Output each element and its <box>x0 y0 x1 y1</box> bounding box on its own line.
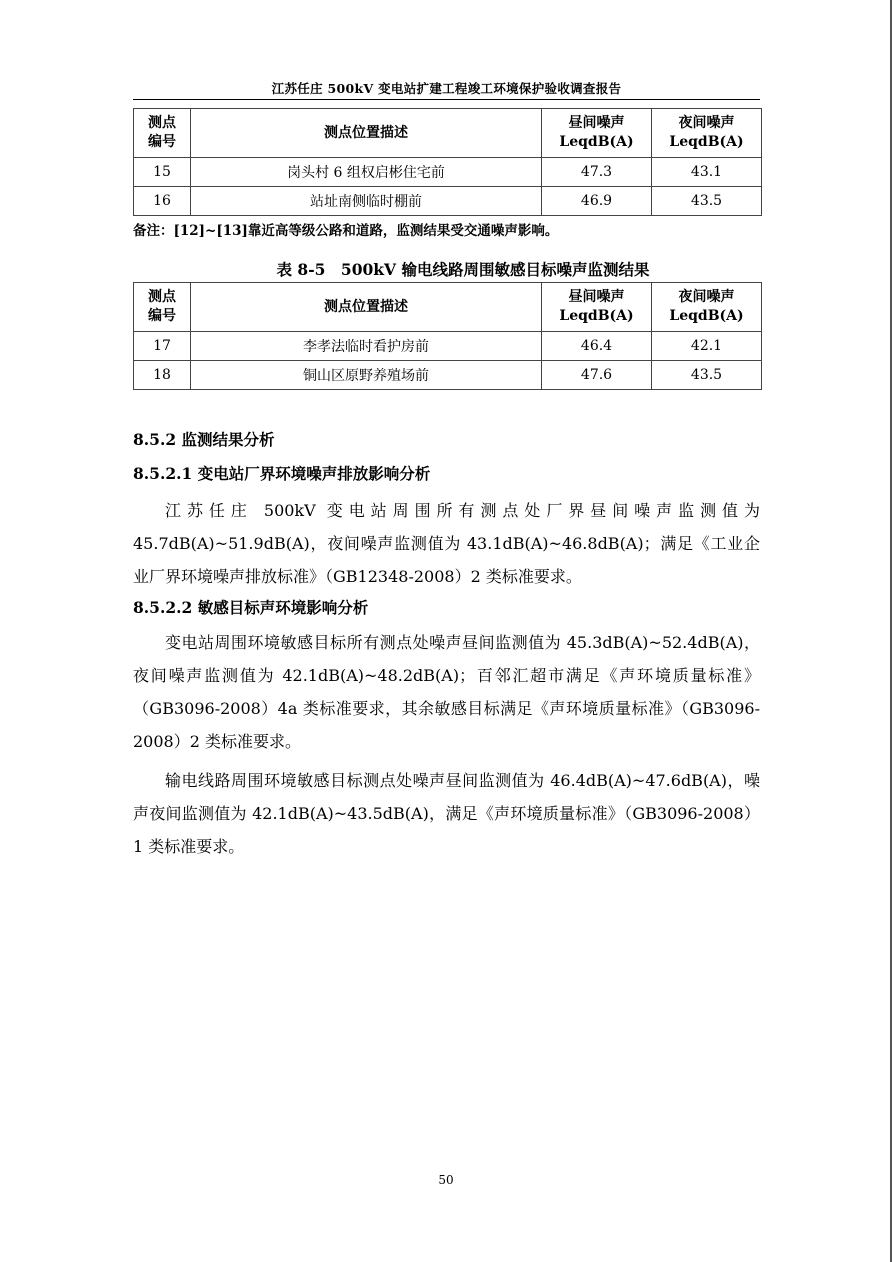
cell-day: 47.6 <box>542 361 652 390</box>
cell-location: 岗头村 6 组权启彬住宅前 <box>191 158 542 187</box>
cell-location: 铜山区原野养殖场前 <box>191 361 542 390</box>
paragraph-line-sensitive-targets: 输电线路周围环境敏感目标测点处噪声昼间监测值为 46.4dB(A)~47.6dB(A)，噪声夜间监测值为 42.1dB(A)~43.5dB(A)，满足《声环境质量标准》（GB3096-2008）1 类标准要求。 <box>133 771 760 856</box>
cell-night: 43.5 <box>652 361 762 390</box>
page-number: 50 <box>438 1173 454 1187</box>
header-day-noise: 昼间噪声 LeqdB(A) <box>542 283 652 332</box>
header-location: 测点位置描述 <box>191 109 542 158</box>
running-header: 江苏任庄 500kV 变电站扩建工程竣工环境保护验收调查报告 <box>271 81 622 96</box>
header-rule <box>133 99 760 100</box>
table-line-sensitive-points <box>133 282 762 390</box>
table-row <box>134 361 762 390</box>
cell-night: 42.1 <box>652 332 762 361</box>
cell-night: 43.1 <box>652 158 762 187</box>
table-header-row <box>134 283 762 332</box>
table-header-row <box>134 109 762 158</box>
table-row <box>134 187 762 216</box>
section-heading-8-5-2-2: 8.5.2.2 敏感目标声环境影响分析 <box>133 598 369 617</box>
cell-location: 李孝法临时看护房前 <box>191 332 542 361</box>
header-night-noise: 夜间噪声 LeqdB(A) <box>652 283 762 332</box>
paragraph-substation-sensitive-targets: 变电站周围环境敏感目标所有测点处噪声昼间监测值为 45.3dB(A)~52.4dB(A)，夜间噪声监测值为 42.1dB(A)~48.2dB(A)；百邻汇超市满足《声环境质量标准》（GB3096-2008）4a 类标准要求，其余敏感目标满足《声环境质量标准》（GB3096-2008）2 类标准要求。 <box>133 633 760 751</box>
section-heading-8-5-2: 8.5.2 监测结果分析 <box>133 430 275 449</box>
cell-location: 站址南侧临时棚前 <box>191 187 542 216</box>
table-note: 备注：[12]~[13]靠近高等级公路和道路，监测结果受交通噪声影响。 <box>133 223 559 239</box>
cell-night: 43.5 <box>652 187 762 216</box>
header-location: 测点位置描述 <box>191 283 542 332</box>
table-substation-sensitive-points <box>133 108 762 216</box>
header-night-noise: 夜间噪声 LeqdB(A) <box>652 109 762 158</box>
table-row <box>134 332 762 361</box>
section-heading-8-5-2-1: 8.5.2.1 变电站厂界环境噪声排放影响分析 <box>133 464 431 483</box>
header-day-noise: 昼间噪声 LeqdB(A) <box>542 109 652 158</box>
paragraph-substation-boundary-noise: 江苏任庄 500kV 变电站周围所有测点处厂界昼间噪声监测值为 45.7dB(A)~51.9dB(A)，夜间噪声监测值为 43.1dB(A)~46.8dB(A)；满足《工业企业厂界环境噪声排放标准》（GB12348-2008）2 类标准要求。 <box>133 501 760 586</box>
cell-id: 17 <box>134 332 191 361</box>
cell-day: 47.3 <box>542 158 652 187</box>
table-caption: 表 8-5 500kV 输电线路周围敏感目标噪声监测结果 <box>276 260 650 279</box>
cell-day: 46.9 <box>542 187 652 216</box>
cell-id: 15 <box>134 158 191 187</box>
header-point-id: 测点 编号 <box>134 109 191 158</box>
header-point-id: 测点 编号 <box>134 283 191 332</box>
table-row <box>134 158 762 187</box>
cell-day: 46.4 <box>542 332 652 361</box>
cell-id: 16 <box>134 187 191 216</box>
cell-id: 18 <box>134 361 191 390</box>
